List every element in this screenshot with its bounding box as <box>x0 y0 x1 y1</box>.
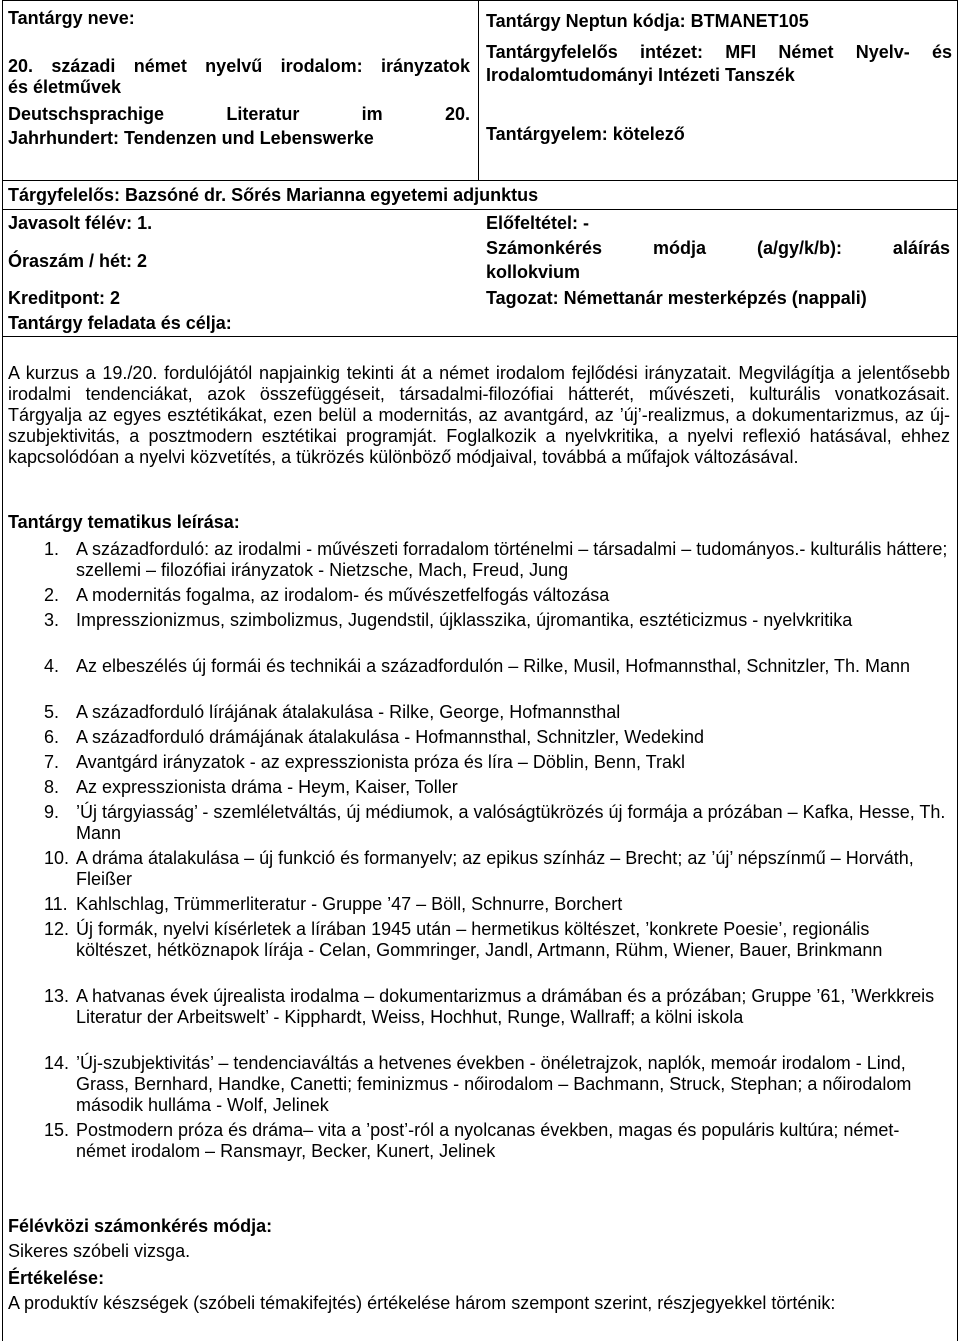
list-item: 11. Kahlschlag, Trümmerliteratur - Gruppe ’47 – Böll, Schnurre, Borchert <box>44 894 623 914</box>
evaluation-text: A produktív készségek (szóbeli témakifejtés) értékelése három szempont szerint, részjegyekkel történik: <box>8 1293 836 1313</box>
row-border-2 <box>2 336 958 337</box>
aim-heading: Tantárgy feladata és célja: <box>8 313 232 333</box>
midterm-text: Sikeres szóbeli vizsga. <box>8 1241 191 1261</box>
subject-name-de-2: Jahrhundert: Tendenzen und Lebenswerke <box>8 128 374 148</box>
institute-line1: Tantárgyfelelős intézet: MFI Német Nyelv- és <box>486 42 952 62</box>
list-item: 6. A századforduló drámájának átalakulása - Hofmannsthal, Schnitzler, Wedekind <box>44 727 705 747</box>
list-item: 14. ’Új-szubjektivitás’ – tendenciaváltás a hetvenes években - önéletrajzok, naplók, memoár irodalom - Lind, Grass, Bernhard, Handke, Canetti; feminizmus - nőirodalom – Bachmann, Struck, Stephan; a nőirodalom második hulláma - Wolf, Jelinek <box>44 1053 912 1115</box>
evaluation-heading: Értékelése: <box>8 1268 105 1288</box>
topic-list <box>8 539 948 1166</box>
row-border-1 <box>2 209 958 210</box>
list-item: 2. A modernitás fogalma, az irodalom- és művészetfelfogás változása <box>44 585 610 605</box>
list-item: 5. A századforduló lírájának átalakulása - Rilke, George, Hofmannsthal <box>44 702 621 722</box>
list-item: 10. A dráma átalakulása – új funkció és formanyelv; az epikus színház – Brecht; az ’új’ népszínmű – Horváth, Fleißer <box>44 848 914 889</box>
credits: Kreditpont: 2 <box>8 288 120 308</box>
list-item: 4. Az elbeszélés új formái és technikái a századfordulón – Rilke, Musil, Hofmannsthal, Schnitzler, Th. Mann <box>44 656 911 676</box>
list-item: 8. Az expresszionista dráma - Heym, Kaiser, Toller <box>44 777 458 797</box>
assessment-mode-2: kollokvium <box>486 262 581 282</box>
subject-name-hu-line1: 20. századi német nyelvű irodalom: irányzatok <box>8 56 470 76</box>
program: Tagozat: Némettanár mesterképzés (nappali) <box>486 288 867 308</box>
subject-name-hu-2: és életművek <box>8 77 122 97</box>
subject-name-de-1: Deutschsprachige Literatur im 20. <box>8 104 470 124</box>
list-item: 15. Postmodern próza és dráma– vita a ’post’-ról a nyolcanas években, magas és populáris kultúra; német-német irodalom – Ransmayr, Becker, Kunert, Jelinek <box>44 1120 900 1161</box>
list-item: 9. ’Új tárgyiasság’ - szemléletváltás, új médiumok, a valóságtükrözés új formája a prózában – Kafka, Hesse, Th. Mann <box>44 802 946 843</box>
institute-line2: Irodalomtudományi Intézeti Tanszék <box>486 65 795 85</box>
assessment-mode-1: Számonkérés módja (a/gy/k/b): aláírás <box>486 238 950 258</box>
prerequisite: Előfeltétel: - <box>486 213 590 233</box>
subject-name-hu <box>8 56 470 77</box>
header-bottom-border <box>2 180 958 181</box>
header-divider <box>478 0 479 180</box>
neptun-code: Tantárgy Neptun kódja: BTMANET105 <box>486 11 809 31</box>
midterm-heading: Félévközi számonkérés módja: <box>8 1216 273 1236</box>
subject-name-label: Tantárgy neve: <box>8 8 135 28</box>
list-item: 12. Új formák, nyelvi kísérletek a lírában 1945 után – hermetikus költészet, ’konkrete Poesie’, regionális költészet, hétköznapok lírája - Celan, Gommringer, Jandl, Artmann, Rühm, Wiener, Bauer, Brinkmann <box>44 919 883 960</box>
hours-per-week: Óraszám / hét: 2 <box>8 251 148 271</box>
thematic-heading: Tantárgy tematikus leírása: <box>8 512 240 532</box>
aim-paragraph: A kurzus a 19./20. fordulójától napjainkig tekinti át a német irodalom fejlődési irányzatait. Megvilágítja a jelentősebb irodalmi tendenciákat, azok összefüggéseit, társadalmi-filozófiai hátterét, művészeti, kulturális vonatkozásait. Tárgyalja az egyes esztétikákat, ezen belül a modernitás, az avantgárd, az ’új’-realizmus, a dokumentarizmus, az új-szubjektivitás, a posztmodern esztétikai programját. Foglalkozik a nyelvkritika, a nyelvi reflexió hatásával, ehhez kapcsolódóan a nyelvi közvetítés, a tükrözés különböző módjaival, továbbá a műfajok változásával. <box>8 363 950 467</box>
responsible-person: Tárgyfelelős: Bazsóné dr. Sőrés Marianna egyetemi adjunktus <box>8 185 539 205</box>
subject-element: Tantárgyelem: kötelező <box>486 124 685 144</box>
top-border <box>2 0 958 1</box>
list-item: 3. Impresszionizmus, szimbolizmus, Jugendstil, újklasszika, újromantika, esztéticizmus - nyelvkritika <box>44 610 853 630</box>
recommended-semester: Javasolt félév: 1. <box>8 213 153 233</box>
list-item: 7. Avantgárd irányzatok - az expresszionista próza és líra – Döblin, Benn, Trakl <box>44 752 685 772</box>
list-item: 13. A hatvanas évek újrealista irodalma – dokumentarizmus a drámában és a prózában; Gruppe ’61, ’Werkkreis Literatur der Arbeitswelt’ - Kipphardt, Weiss, Hochhut, Runge, Wallraff; a kölni iskola <box>44 986 935 1027</box>
list-item: 1. A századforduló: az irodalmi - művészeti forradalom történelmi – társadalmi – tudományos.- kulturális háttere; szellemi – filozófiai irányzatok - Nietzsche, Mach, Freud, Jung <box>44 539 948 580</box>
